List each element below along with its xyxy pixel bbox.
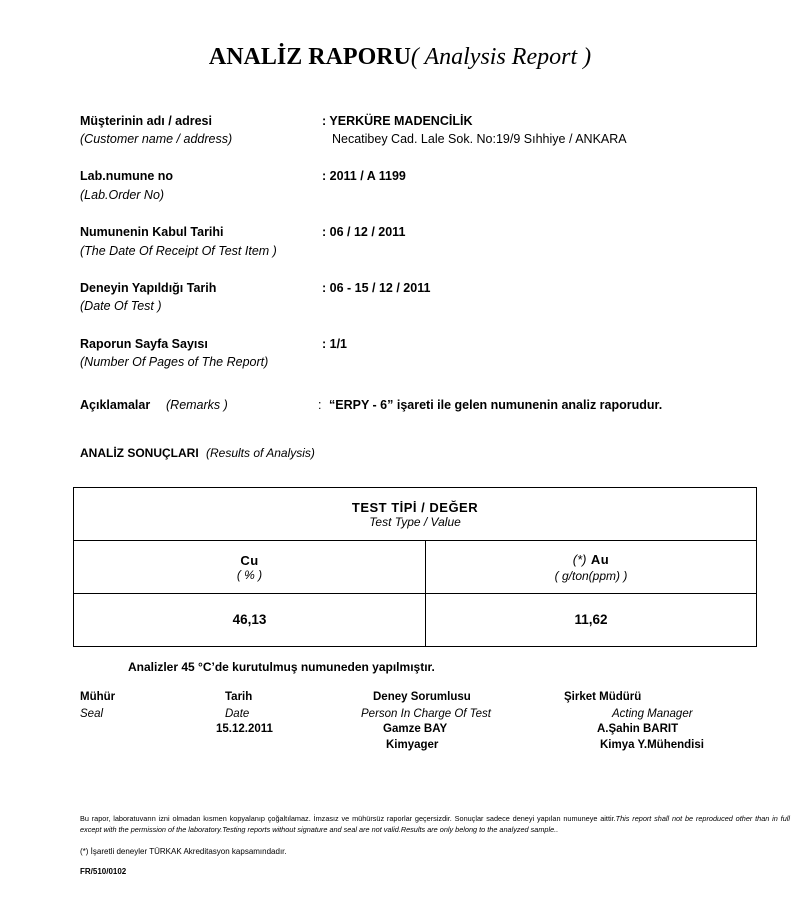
column-au-unit: ( g/ton(ppm) ) [554, 569, 628, 583]
footer-disclaimer [80, 813, 790, 835]
footer-disclaimer-tr: Bu rapor, laboratuvarın izni olmadan kısmen kopyalanıp çoğaltılamaz. İmzasız ve mühürsüz raporlar geçersizdir. Sonuçlar sadece deneyi yapılan numuneye aittir. [80, 814, 616, 823]
seal-label: Mühür [80, 691, 116, 703]
customer-label: Müşterinin adı / adresi [80, 114, 212, 128]
table-header-cell [74, 488, 757, 541]
column-cu-unit: ( % ) [236, 567, 263, 582]
au-value: 11,62 [574, 612, 608, 627]
date-label-en: Date [225, 708, 250, 720]
person-label-en: Person In Charge Of Test [361, 708, 491, 720]
table-header-en: Test Type / Value [369, 514, 461, 529]
footer-accreditation: (*) İşaretli deneyler TÜRKAK Akreditasyon kapsamındadır. [80, 847, 287, 856]
drying-note: Analizler 45 °C’de kurutulmuş numuneden yapılmıştır. [128, 660, 435, 674]
report-title-main: ANALİZ RAPORU [208, 44, 411, 70]
person-label: Deney Sorumlusu [373, 691, 471, 703]
table-row [74, 594, 757, 647]
test-date-label-en: (Date Of Test ) [80, 299, 162, 313]
results-heading: ANALİZ SONUÇLARI [80, 446, 199, 460]
table-header: TEST TİPİ / DEĞER [351, 499, 479, 515]
customer-label-en: (Customer name / address) [80, 132, 233, 146]
test-date-value: : 06 - 15 / 12 / 2011 [322, 281, 431, 295]
au-value-cell [426, 594, 757, 647]
date-value: 15.12.2011 [216, 723, 273, 735]
cu-value-cell [74, 594, 426, 647]
manager-title: Kimya Y.Mühendisi [600, 739, 704, 751]
receipt-label: Numunenin Kabul Tarihi [80, 225, 224, 239]
manager-label-en: Acting Manager [612, 708, 693, 720]
manager-name: A.Şahin BARIT [597, 723, 679, 735]
report-title-sub: ( Analysis Report ) [410, 44, 592, 70]
pages-label: Raporun Sayfa Sayısı [80, 337, 208, 351]
remarks-value: “ERPY - 6” işareti ile gelen numunenin analiz raporudur. [329, 398, 663, 412]
column-cu [74, 541, 426, 594]
column-au-name: Au [590, 552, 610, 567]
remarks-label: Açıklamalar [80, 398, 151, 412]
person-name: Gamze BAY [383, 723, 448, 735]
table-columns-row [74, 541, 757, 594]
manager-label: Şirket Müdürü [564, 691, 642, 703]
column-au-prefix: (*) [572, 552, 587, 567]
lab-no-label-en: (Lab.Order No) [80, 188, 165, 202]
receipt-label-en: (The Date Of Receipt Of Test Item ) [80, 244, 277, 258]
results-heading-en: (Results of Analysis) [206, 446, 315, 460]
receipt-value: : 06 / 12 / 2011 [322, 225, 406, 239]
results-table [73, 487, 757, 647]
cu-value: 46,13 [232, 612, 267, 627]
customer-value: : YERKÜRE MADENCİLİK [322, 114, 473, 128]
remarks-label-en: (Remarks ) [166, 398, 228, 412]
lab-no-value: : 2011 / A 1199 [322, 169, 406, 183]
column-au [426, 541, 757, 594]
column-cu-name: Cu [240, 552, 259, 568]
person-title: Kimyager [386, 739, 439, 751]
test-date-label: Deneyin Yapıldığı Tarih [80, 281, 217, 295]
form-code: FR/510/0102 [80, 867, 127, 876]
report-title [0, 44, 800, 71]
date-label: Tarih [225, 691, 253, 703]
table-header-row [74, 488, 757, 541]
customer-address: Necatibey Cad. Lale Sok. No:19/9 Sıhhiye / ANKARA [332, 132, 627, 146]
footer-disclaimer-en: This report shall not be reproduced other than in full except with the permission of the laboratory.Testing reports without signature and seal are not valid.Results are only belong to the analyzed sample.. [80, 814, 791, 834]
remarks-colon: : [318, 398, 322, 412]
lab-no-label: Lab.numune no [80, 169, 174, 183]
pages-value: : 1/1 [322, 337, 348, 351]
seal-label-en: Seal [80, 708, 104, 720]
pages-label-en: (Number Of Pages of The Report) [80, 355, 269, 369]
